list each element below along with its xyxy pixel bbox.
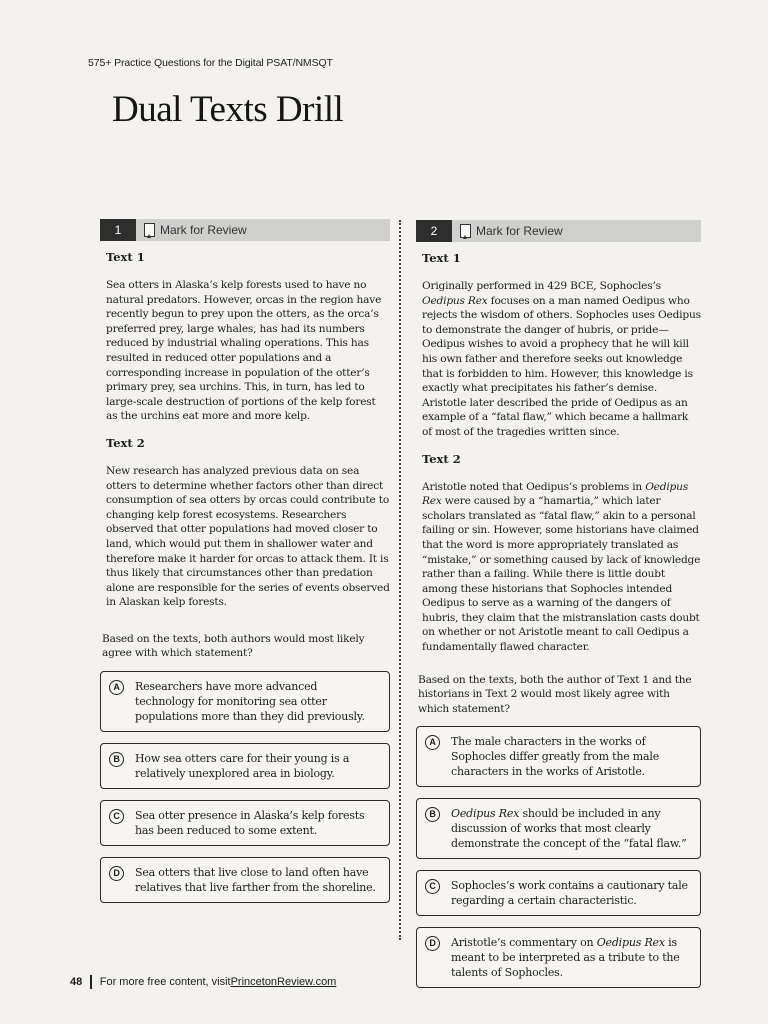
choice-text: Aristotle’s commentary on Oedipus Rex is meant to be interpreted as a tribute to the talents of Sophocles. <box>451 936 680 980</box>
answer-choice-c[interactable] <box>100 800 390 846</box>
choice-text: Sophocles’s work contains a cautionary tale regarding a certain characteristic. <box>451 879 688 908</box>
question-stem: Based on the texts, both authors would most likely agree with which statement? <box>102 632 365 660</box>
text-1-heading: Text 1 <box>106 250 145 264</box>
mark-for-review-button[interactable]: Mark for Review <box>476 224 563 238</box>
answer-choice-b[interactable] <box>100 743 390 789</box>
choice-text: Researchers have more advanced technology for monitoring sea otter populations more than they did previously. <box>135 680 365 724</box>
answer-choice-a[interactable] <box>416 726 701 787</box>
text-1-heading: Text 1 <box>422 251 461 265</box>
choice-text: Sea otters that live close to land often have relatives that live farther from the shoreline. <box>135 866 376 895</box>
answer-choice-b[interactable] <box>416 798 701 859</box>
question-1-header-bar <box>100 219 390 241</box>
question-1 <box>100 219 390 914</box>
question-number: 1 <box>100 219 136 241</box>
answer-choice-d[interactable] <box>100 857 390 903</box>
page-title: Dual Texts Drill <box>112 89 344 130</box>
choice-letter: B <box>425 807 440 822</box>
answer-choice-d[interactable] <box>416 927 701 988</box>
choice-letter: C <box>425 879 440 894</box>
choice-letter: A <box>425 735 440 750</box>
running-title: 575+ Practice Questions for the Digital PSAT/NMSQT <box>88 57 333 69</box>
text-1-passage: Originally performed in 429 BCE, Sophocles’s Oedipus Rex focuses on a man named Oedipus who rejects the wisdom of others. Sophocles uses Oedipus to demonstrate the danger of hubris, or pride—Oedipus wishes to avoid a prophecy that he will kill his own father and therefore seeks out knowledge that is forbidden to him. However, this knowledge is exactly what precipitates his father’s demise. Aristotle later described the pride of Oedipus as an example of a “fatal flaw,” which became a hallmark of most of the tragedies written since. <box>422 280 701 438</box>
answer-choice-c[interactable] <box>416 870 701 916</box>
question-2-header-bar <box>416 220 701 242</box>
answer-choice-a[interactable] <box>100 671 390 732</box>
choice-letter: C <box>109 809 124 824</box>
choice-text: How sea otters care for their young is a relatively unexplored area in biology. <box>135 752 350 781</box>
page-footer <box>70 975 336 989</box>
page-number: 48 <box>70 976 83 988</box>
bookmark-icon[interactable] <box>144 223 155 237</box>
choice-letter: B <box>109 752 124 767</box>
choice-letter: A <box>109 680 124 695</box>
footer-separator <box>90 975 92 989</box>
question-2 <box>416 220 701 999</box>
text-2-passage: New research has analyzed previous data on sea otters to determine whether factors other than direct consumption of sea otters by orcas could contribute to changing kelp forest ecosystems. Researchers observed that otter populations had moved closer to land, which would put them in shallower water and therefore make it harder for orcas to attack them. It is thus likely that circumstances other than predation alone are responsible for the series of events observed in Alaskan kelp forests. <box>106 464 390 609</box>
princeton-review-link[interactable]: PrincetonReview.com <box>230 976 337 988</box>
text-2-heading: Text 2 <box>422 451 461 466</box>
footer-text: For more free content, visit <box>99 976 231 988</box>
text-1-passage: Sea otters in Alaska’s kelp forests used to have no natural predators. However, orcas in the region have recently begun to prey upon the otters, as the orca’s preferred prey, large whales, has had its numbers reduced by industrial whaling operations. This has resulted in reduced otter populations and a corresponding increase in population of the otter’s primary prey, sea urchins. This, in turn, has led to large-scale destruction of portions of the kelp forest as the urchins eat more and more kelp. <box>106 279 382 423</box>
column-divider <box>399 220 401 940</box>
text-2-passage: Aristotle noted that Oedipus’s problems in Oedipus Rex were caused by a “hamartia,” which later scholars translated as “fatal flaw,” akin to a personal failing or sin. However, some historians have claimed that the word is more appropriately translated as “mistake,” or something caused by lack of knowledge rather than a failing. While there is little doubt among these historians that Sophocles intended Oedipus to serve as a warning of the dangers of hubris, they claim that the mistranslation casts doubt on whether or not Aristotle meant to call Oedipus a fundamentally flawed character. <box>422 480 701 654</box>
choice-letter: D <box>425 936 440 951</box>
choice-text: Oedipus Rex should be included in any discussion of works that most clearly demonstrate the concept of the “fatal flaw.” <box>451 807 687 851</box>
choice-text: Sea otter presence in Alaska’s kelp forests has been reduced to some extent. <box>135 809 365 838</box>
choice-text: The male characters in the works of Sophocles differ greatly from the male characters in the works of Aristotle. <box>451 735 660 779</box>
text-2-heading: Text 2 <box>106 435 145 450</box>
mark-for-review-button[interactable]: Mark for Review <box>160 223 247 237</box>
question-number: 2 <box>416 220 452 242</box>
bookmark-icon[interactable] <box>460 224 471 238</box>
question-stem: Based on the texts, both the author of Text 1 and the historians in Text 2 would most likely agree with which statement? <box>418 673 692 715</box>
choice-letter: D <box>109 866 124 881</box>
